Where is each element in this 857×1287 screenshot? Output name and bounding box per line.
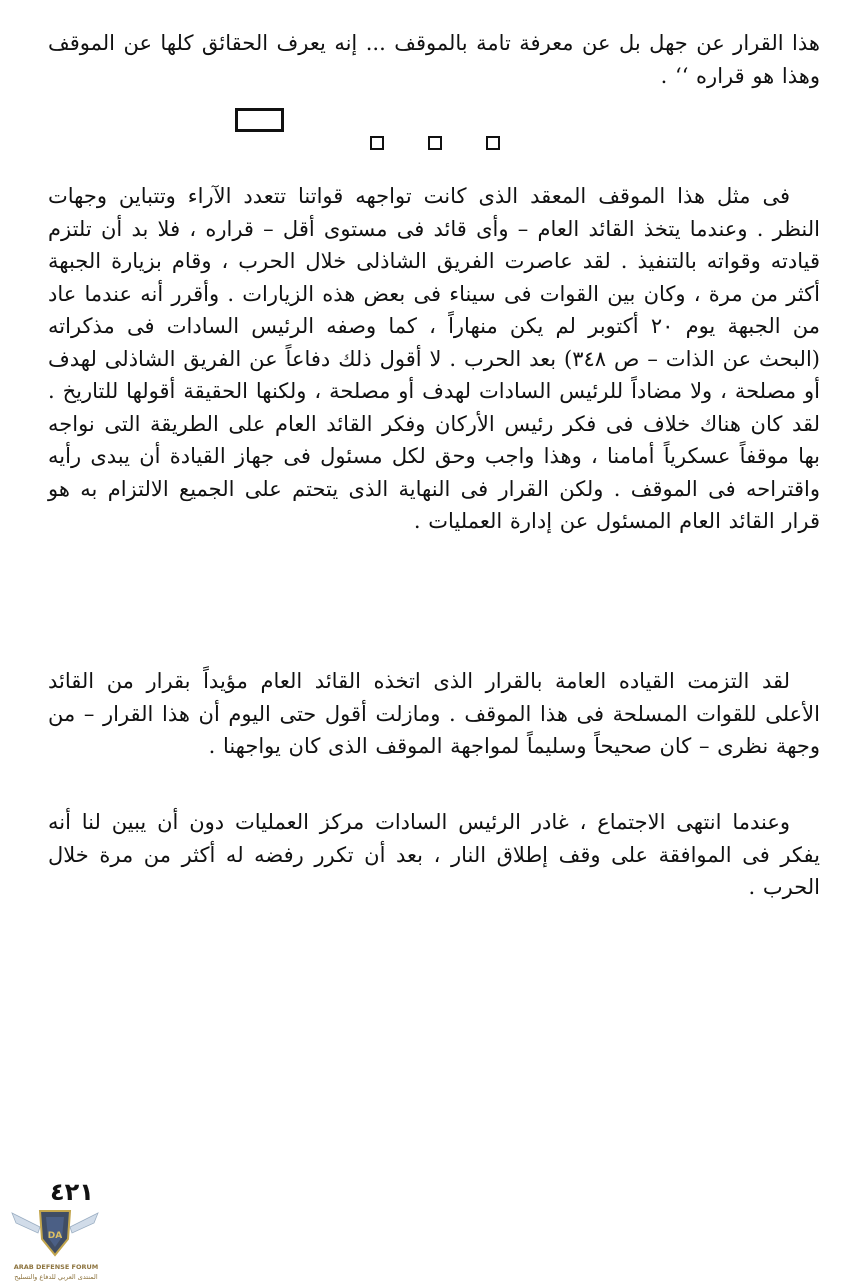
paragraph-continuation: هذا القرار عن جهل بل عن معرفة تامة بالموقف ... إنه يعرف الحقائق كلها عن الموقف وهذا هو قراره ‘‘ . xyxy=(48,31,820,88)
section-separator xyxy=(370,133,500,153)
separator-square xyxy=(370,136,384,150)
paragraph: فى مثل هذا الموقف المعقد الذى كانت تواجهه قواتنا تتعدد الآراء وتتباين وجهات النظر . وعندما يتخذ القائد العام – وأى قائد فى مستوى أقل – قراره ، فلا بد أن تلتزم قيادته وقواته بالتنفيذ . لقد عاصرت الفريق الشاذلى خلال الحرب ، وقام بزيارة الجبهة أكثر من مرة ، وكان بين القوات فى سيناء فى بعض هذه الزيارات . وأقرر أنه عندما عاد من الجبهة يوم ٢٠ أكتوبر لم يكن منهاراً ، كما وصفه الرئيس السادات فى مذكراته (البحث عن الذات – ص ٣٤٨) بعد الحرب . لا أقول ذلك دفاعاً عن الفريق الشاذلى لهدف أو مصلحة ، ولا مضاداً للرئيس السادات لهدف أو مصلحة ، ولكنها الحقيقة أقولها للتاريخ . لقد كان هناك خلاف فى فكر رئيس الأركان وفكر القائد العام على الطريقة التى نواجه بها موقفاً عسكرياً أمامنا ، وهذا واجب وحق لكل مسئول فى جهاز القيادة أن يبدى رأيه واقتراحه فى الموقف . ولكن القرار فى النهاية الذى يتحتم على الجميع الالتزام به هو قرار القائد العام المسئول عن إدارة العمليات . xyxy=(48,184,820,533)
eagle-shield-icon xyxy=(10,1205,100,1265)
paragraph: لقد التزمت القياده العامة بالقرار الذى اتخذه القائد العام مؤيداً بقرار من القائد الأعلى للقوات المسلحة فى هذا الموقف . ومازلت أقول حتى اليوم أن هذا القرار – من وجهة نظرى – كان صحيحاً وسليماً لمواجهة الموقف الذى كان يواجهنا . xyxy=(48,669,820,758)
separator-square xyxy=(428,136,442,150)
page-number: ٤٢١ xyxy=(50,1178,94,1206)
watermark-title: ARAB DEFENSE FORUM xyxy=(13,1263,99,1271)
separator-square xyxy=(486,136,500,150)
svg-text:DA: DA xyxy=(47,1231,63,1241)
box-marker xyxy=(235,108,284,132)
forum-watermark-logo xyxy=(0,1205,108,1287)
watermark-subtitle: المنتدى العربي للدفاع والتسليح xyxy=(14,1273,98,1281)
paragraph: وعندما انتهى الاجتماع ، غادر الرئيس السادات مركز العمليات دون أن يبين لنا أنه يفكر فى الموافقة على وقف إطلاق النار ، بعد أن تكرر رفضه له أكثر من مرة خلال الحرب . xyxy=(48,810,820,899)
